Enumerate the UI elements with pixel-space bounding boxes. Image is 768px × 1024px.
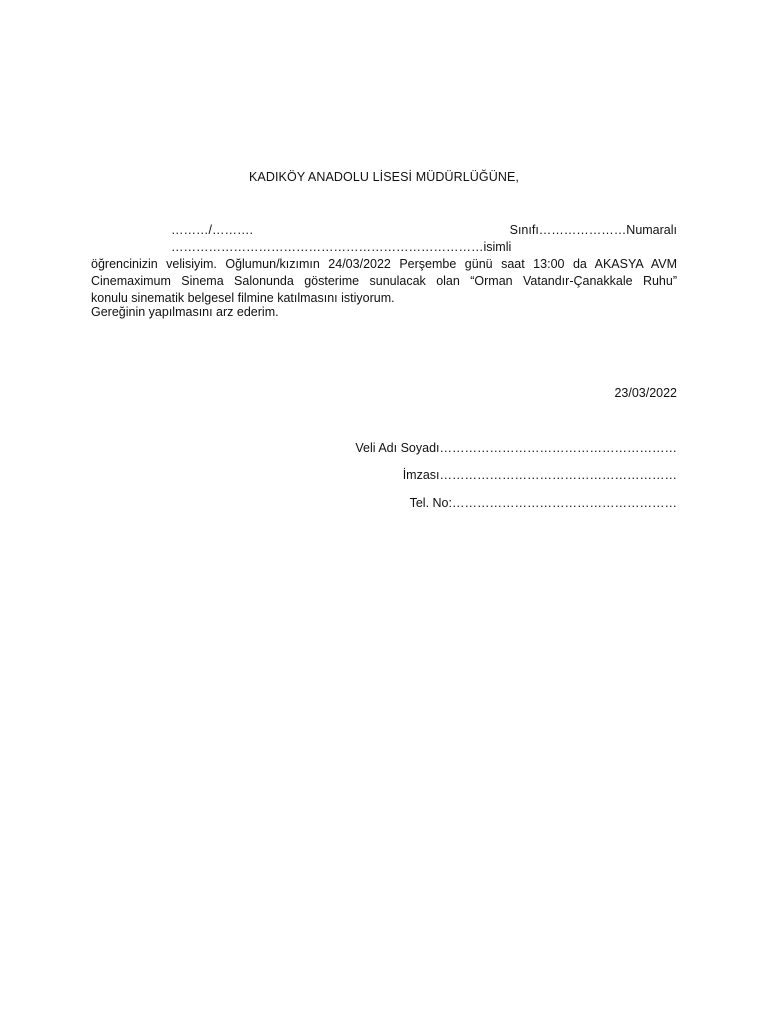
document-date: 23/03/2022 [614, 386, 677, 400]
signature-line: İmzası………………………………………………… [402, 468, 677, 482]
paragraph-line-2: öğrencinizin velisiyim. Oğlumun/kızımın 24/03/2022 Perşembe günü saat 13:00 da AKASYA AVM [91, 257, 677, 271]
request-paragraph [91, 222, 677, 307]
phone-number-line: Tel. No:……………………………………………… [409, 496, 677, 510]
parent-name-line: Veli Adı Soyadı………………………………………………… [355, 441, 677, 455]
document-heading: KADIKÖY ANADOLU LİSESİ MÜDÜRLÜĞÜNE, [248, 170, 519, 184]
closing-sentence: Gereğinin yapılmasını arz ederim. [91, 305, 279, 319]
paragraph-line-1: ………/………. Sınıfı…………………Numaralı …………………………………………………………………isimli [171, 223, 677, 254]
paragraph-line-3: Cinemaximum Sinema Salonunda gösterime sunulacak olan “Orman Vatandır-Çanakkale Ruhu” [91, 274, 677, 288]
paragraph-line-4: konulu sinematik belgesel filmine katılmasını istiyorum. [91, 291, 395, 305]
